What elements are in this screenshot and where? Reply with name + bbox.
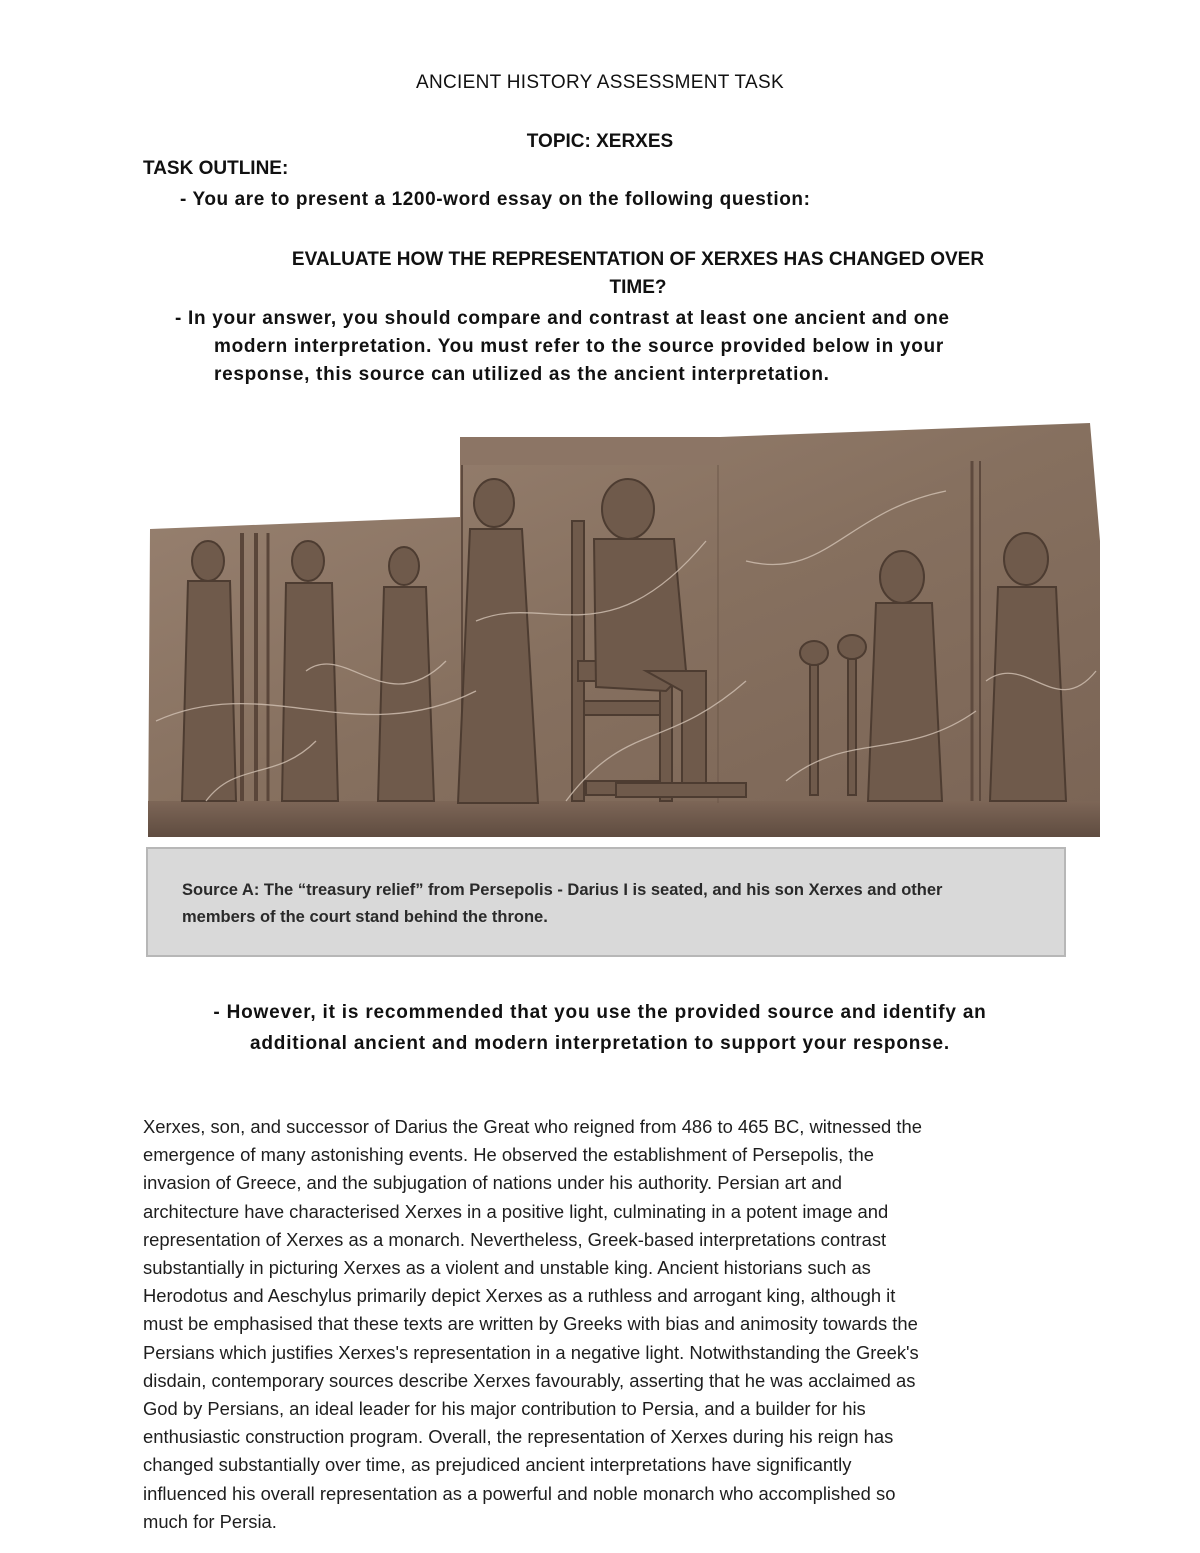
- essay-line: architecture have characterised Xerxes in a positive light, culminating in a potent image and: [143, 1200, 889, 1222]
- essay-line: disdain, contemporary sources describe Xerxes favourably, asserting that he was acclaimed as: [143, 1369, 916, 1391]
- essay-line: Xerxes, son, and successor of Darius the Great who reigned from 486 to 465 BC, witnessed the: [143, 1116, 922, 1137]
- essay-line: emergence of many astonishing events. He observed the establishment of Persepolis, the: [143, 1144, 874, 1166]
- document-topic: TOPIC: XERXES: [526, 131, 674, 152]
- recommendation-line: additional ancient and modern interpretation to support your response.: [250, 1033, 950, 1054]
- task-bullet-essay: - You are to present a 1200-word essay on the following question:: [180, 189, 811, 210]
- source-caption-line: Source A: The “treasury relief” from Persepolis - Darius I is seated, and his son Xerxes and other: [182, 881, 943, 899]
- instructions-line: modern interpretation. You must refer to the source provided below in your: [214, 336, 944, 357]
- recommendation-note: [0, 997, 1200, 1059]
- essay-line: God by Persians, an ideal leader for his major contribution to Persia, and a builder for his: [143, 1398, 866, 1420]
- essay-line: much for Persia.: [143, 1510, 277, 1532]
- essay-line: invasion of Greece, and the subjugation of nations under his authority. Persian art and: [143, 1172, 842, 1194]
- essay-line: must be emphasised that these texts are written by Greeks with bias and animosity towards the: [143, 1313, 918, 1335]
- essay-line: Persians which justifies Xerxes's representation in a negative light. Notwithstanding the Greek's: [143, 1341, 919, 1363]
- essay-paragraph: [143, 1113, 1073, 1536]
- essay-line: representation of Xerxes as a monarch. Nevertheless, Greek-based interpretations contrast: [143, 1228, 887, 1250]
- source-caption-line: members of the court stand behind the throne.: [182, 908, 548, 926]
- source-caption-box: [146, 847, 1066, 957]
- source-caption: [182, 877, 1042, 931]
- essay-line: enthusiastic construction program. Overall, the representation of Xerxes during his reign has: [143, 1426, 894, 1448]
- essay-question: [0, 246, 1200, 302]
- instructions-line: - In your answer, you should compare and contrast at least one ancient and one: [175, 308, 950, 329]
- essay-line: changed substantially over time, as prejudiced ancient interpretations have significantly: [143, 1454, 852, 1476]
- task-bullet-instructions: [175, 305, 1075, 389]
- task-outline-label: TASK OUTLINE:: [143, 158, 289, 179]
- document-title: ANCIENT HISTORY ASSESSMENT TASK: [416, 72, 784, 93]
- essay-question-line: TIME?: [609, 277, 667, 298]
- essay-line: substantially in picturing Xerxes as a violent and unstable king. Ancient historians such as: [143, 1257, 871, 1279]
- recommendation-line: - However, it is recommended that you use the provided source and identify an: [213, 1002, 987, 1023]
- treasury-relief-image: [146, 421, 1102, 841]
- essay-question-line: EVALUATE HOW THE REPRESENTATION OF XERXES HAS CHANGED OVER: [291, 249, 985, 270]
- essay-line: influenced his overall representation as a powerful and noble monarch who accomplished so: [143, 1482, 896, 1504]
- instructions-line: response, this source can utilized as the ancient interpretation.: [214, 364, 830, 385]
- essay-line: Herodotus and Aeschylus primarily depict Xerxes as a ruthless and arrogant king, although it: [143, 1285, 896, 1307]
